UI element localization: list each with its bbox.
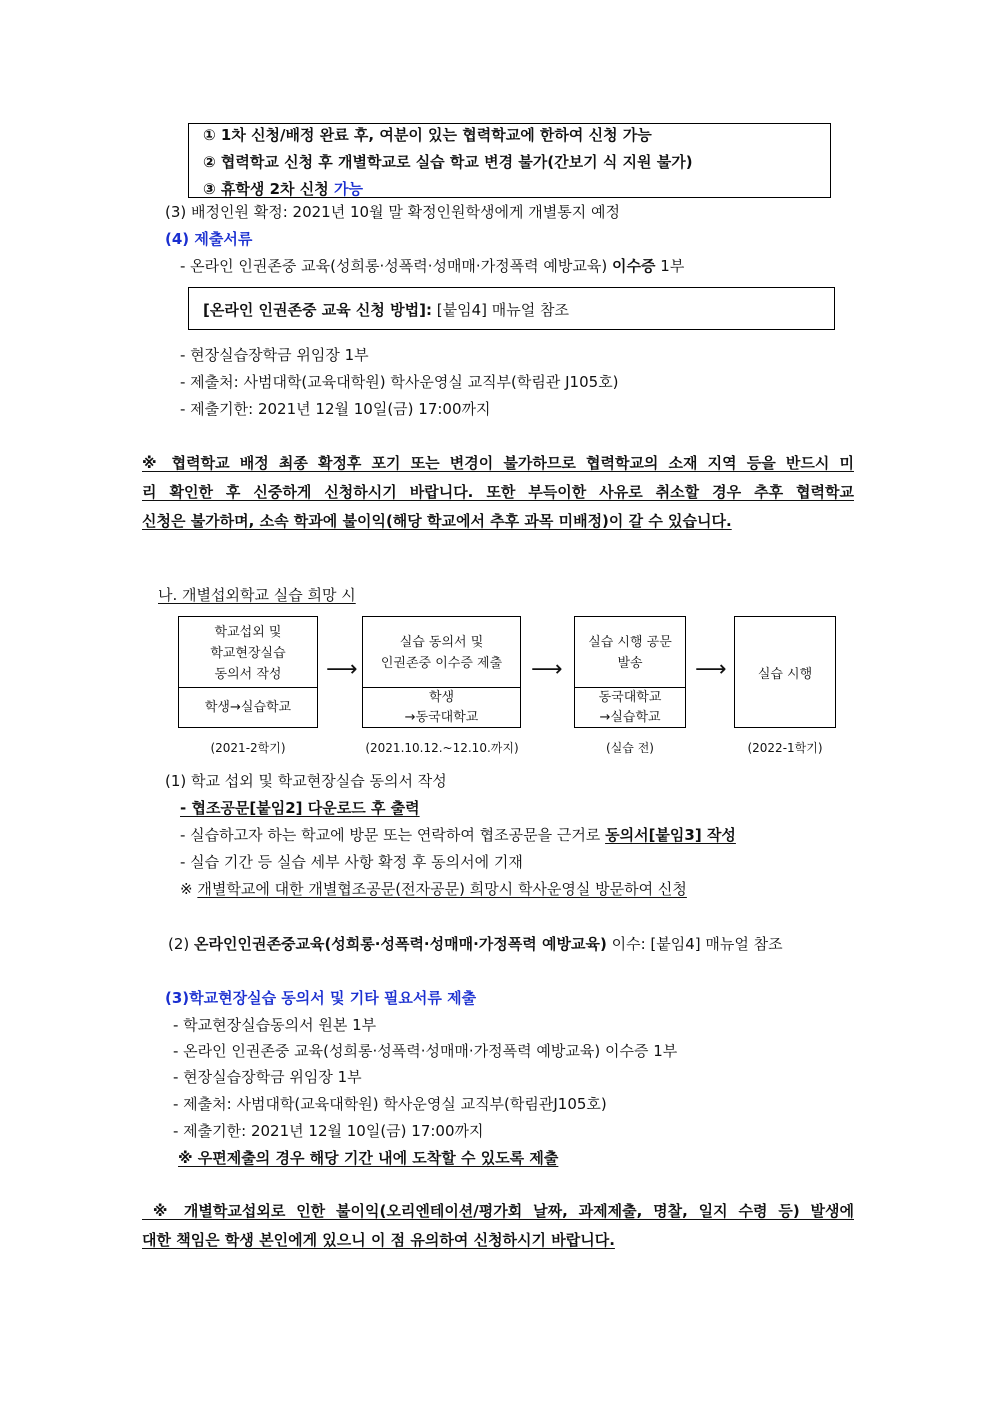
arrow-right-icon: ⟶: [695, 657, 727, 682]
flow-step-2-top: 실습 동의서 및 인권존중 이수증 제출: [380, 635, 503, 671]
step-2-bold: 온라인인권존중교육(성희롱·성폭력·성매매·가정폭력 예방교육): [194, 935, 607, 953]
arrow-right-icon: ⟶: [326, 657, 358, 682]
flow-caption-3: (실습 전): [606, 741, 654, 755]
doc-item-certificate-count: 1부: [660, 257, 685, 275]
step-3-item-2: - 온라인 인권존중 교육(성희롱·성폭력·성매매·가정폭력 예방교육) 이수증 1부: [173, 1042, 678, 1060]
flow-step-1: [178, 616, 318, 728]
step-1-note-mark: ※: [180, 880, 193, 898]
flow-step-3-bottom: 동국대학교 →실습학교: [575, 687, 685, 727]
method-box-label: [온라인 인권존중 교육 신청 방법]:: [203, 301, 432, 319]
step-1-visit-text: - 실습하고자 하는 학교에 방문 또는 연락하여 협조공문을 근거로: [180, 826, 601, 844]
step-3-note: ※ 우편제출의 경우 해당 기간 내에 도착할 수 있도록 제출: [178, 1149, 559, 1167]
warning-2-line-2: 대한 책임은 학생 본인에게 있으니 이 점 유의하여 신청하시기 바랍니다.: [142, 1231, 615, 1249]
flow-step-1-bottom: 학생→실습학교: [179, 687, 317, 727]
step-3-item-1: - 학교현장실습동의서 원본 1부: [173, 1016, 377, 1034]
method-box-ref: [붙임4] 매뉴얼 참조: [436, 301, 569, 319]
flow-step-4-label: 실습 시행: [757, 666, 813, 682]
method-box-text: [203, 299, 569, 320]
flow-caption-4: (2022-1학기): [747, 741, 823, 755]
flow-step-2-bottom: 학생 →동국대학교: [363, 687, 520, 727]
notice-item-1: ① 1차 신청/배정 완료 후, 여분이 있는 협력학교에 한하여 신청 가능: [203, 126, 652, 144]
notice-item-2: ② 협력학교 신청 후 개별학교로 실습 학교 변경 불가(간보기 식 지원 불가): [203, 153, 693, 171]
warning-paragraph-1: [142, 449, 854, 536]
flow-caption-1: (2021-2학기): [210, 741, 286, 755]
warning-1-line-3: 신청은 불가하며, 소속 학과에 불이익(해당 학교에서 추후 과목 미배정)이 갈 수 있습니다.: [142, 512, 732, 530]
step-1-download: - 협조공문[붙임2] 다운로드 후 출력: [180, 799, 420, 817]
flow-step-3-top: 실습 시행 공문 발송: [588, 635, 672, 671]
step-1-visit: [180, 824, 736, 845]
step-1-title: (1) 학교 섭외 및 학교현장실습 동의서 작성: [165, 772, 447, 790]
step-1-consent-link: 동의서[붙임3] 작성: [605, 826, 736, 844]
flow-step-4: [734, 616, 836, 728]
warning-1-line-2: 리 확인한 후 신중하게 신청하시기 바랍니다. 또한 부득이한 사유로 취소할 경우 추후 협력학교: [142, 483, 854, 501]
step-2-prefix: (2): [168, 935, 190, 953]
step-1-note-text: 개별학교에 대한 개별협조공문(전자공문) 희망시 학사운영실 방문하여 신청: [197, 880, 687, 898]
step-1-note: [180, 878, 687, 899]
step-2-line: [168, 933, 783, 954]
warning-2-line-1: ※ 개별학교섭외로 인한 불이익(오리엔테이션/평가회 날짜, 과제제출, 명찰, 일지 수령 등) 발생에: [142, 1202, 854, 1220]
doc-item-scholarship: - 현장실습장학금 위임장 1부: [180, 346, 369, 364]
step-3-item-5: - 제출기한: 2021년 12월 10일(금) 17:00까지: [173, 1122, 484, 1140]
step-3-title: (3)학교현장실습 동의서 및 기타 필요서류 제출: [165, 989, 477, 1007]
doc-item-certificate-bold: 이수증: [612, 257, 656, 275]
warning-1-line-1: ※ 협력학교 배정 최종 확정후 포기 또는 변경이 불가하므로 협력학교의 소재 지역 등을 반드시 미: [142, 454, 854, 472]
flow-step-3: [574, 616, 686, 728]
step-3-item-3: - 현장실습장학금 위임장 1부: [173, 1068, 362, 1086]
warning-paragraph-2: [142, 1197, 854, 1255]
step-3-item-4: - 제출처: 사범대학(교육대학원) 학사운영실 교직부(학림관J105호): [173, 1095, 607, 1113]
notice-item-3-text: ③ 휴학생 2차 신청: [203, 180, 329, 198]
step-2-rest: 이수: [붙임4] 매뉴얼 참조: [611, 935, 783, 953]
notice-item-3: [203, 178, 363, 199]
submit-deadline: - 제출기한: 2021년 12월 10일(금) 17:00까지: [180, 400, 491, 418]
doc-item-certificate: [180, 255, 684, 276]
documents-heading: (4) 제출서류: [165, 230, 253, 248]
doc-item-certificate-text: - 온라인 인권존중 교육(성희롱·성폭력·성매매·가정폭력 예방교육): [180, 257, 608, 275]
step-1-details: - 실습 기간 등 실습 세부 사항 확정 후 동의서에 기재: [180, 853, 523, 871]
section-b-title: 나. 개별섭외학교 실습 희망 시: [158, 586, 356, 604]
assignment-confirm-line: (3) 배정인원 확정: 2021년 10월 말 확정인원학생에게 개별통지 예정: [165, 203, 620, 221]
submit-place: - 제출처: 사범대학(교육대학원) 학사운영실 교직부(학림관 J105호): [180, 373, 619, 391]
arrow-right-icon: ⟶: [531, 657, 563, 682]
notice-item-3-highlight: 가능: [333, 180, 363, 198]
flow-step-1-top: 학교섭외 및 학교현장실습 동의서 작성: [210, 624, 286, 682]
flow-step-2: [362, 616, 521, 728]
flow-caption-2: (2021.10.12.~12.10.까지): [365, 741, 519, 755]
